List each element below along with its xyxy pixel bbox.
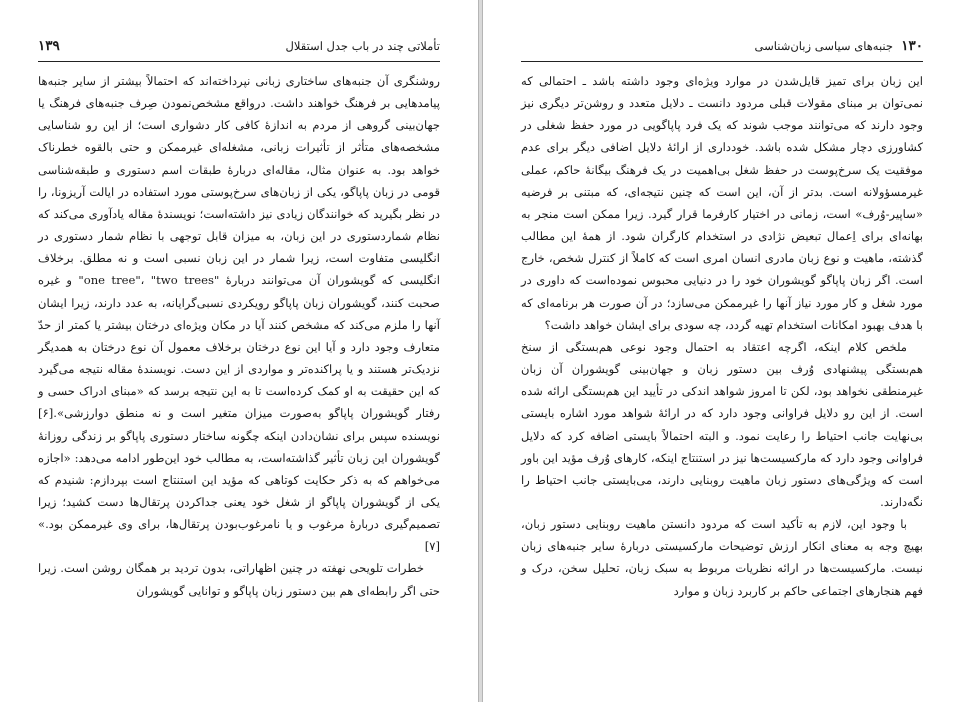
running-title: تأملاتی چند در باب جدل استقلال [285, 39, 440, 53]
left-page-header [38, 38, 440, 58]
header-rule [521, 61, 923, 62]
page-number: ۱۳۹ [38, 38, 60, 54]
paragraph: خطرات تلویحی نهفته در چنین اظهاراتی، بدون تردید بر همگان روشن است. زیرا حتی اگر رابطه‌ای هم بین دستور زبان پاپاگو و توانایی گویشوران [38, 561, 440, 598]
paragraph: این زبان برای تمیز قایل‌شدن در موارد ویژه‌ای وجود داشته باشد ـ احتمالی که نمی‌توان بر مبنای مقولات قبلی مردود دانست ـ دلایل متعدد و روشن‌تر دیگری نیز وجود دارند که می‌توانند موجب شوند که یک فرد پاپاگویی در مورد حفظ شغلی در کشاورزی دچار مشکل شده باشد. خودداری از ارائهٔ دلایل اضافی دیگر برای عدم موفقیت یک سرخ‌پوست در حفظ شغل بی‌اهمیت در یک فرهنگ بیگانهٔ حاکم، عملی غیرمسؤولانه است. بدتر از آن، این است که چنین نتیجه‌ای، که مبتنی بر فرضیه «ساپیر-وُرف» است، زمانی در اختیار کارفرما قرار گیرد. زیرا ممکن است منجر به بهانه‌ای برای اِعمال تبعیض نژادی در استخدام کارگران شود. از همهٔ این مطالب گذشته، ماهیت و نوع زبان مادری انسان امری است که کاملاً از کنترل شخص، خارج است. اگر زبان پاپاگو گویشوران خود را در دنیایی محبوس نموده‌است که داوری در مورد شغل و کار مورد نیاز آنها را غیرممکن می‌سازد؛ در آن صورت هر برنامه‌ای که با هدف بهبود امکانات استخدام تهیه گردد، چه سودی برای ایشان خواهد داشت؟ [521, 74, 923, 332]
right-page [483, 0, 961, 702]
paragraph: با وجود این، لازم به تأکید است که مردود دانستن ماهیت روبنایی دستور زبان، بهیچ وجه به معنای انکار ارزش توضیحات مارکسیستی دربارهٔ سایر جنبه‌های زبان نیست. مارکسیست‌ها در ارائه نظریات مربوط به سبک زبان، تحلیل سخن، درک و فهم هنجارهای اجتماعی حاکم بر کاربرد زبان و موارد [521, 517, 923, 598]
paragraph: ملخص کلام اینکه، اگرچه اعتقاد به احتمال وجود نوعی هم‌بستگی از سنخ هم‌بستگی پیشنهادی وُرف بین دستور زبان و جهان‌بینی گویشوران آن زبان غیرمنطقی نخواهد بود، لکن تا امروز شواهد اندکی در تأیید این هم‌بستگی ارائه شده است. از این رو دلایل فراوانی وجود دارد که در ارائهٔ شواهد مورد اشاره بایستی بی‌نهایت جانب احتیاط را رعایت نمود. و البته احتمالاً بایستی اضافه کرد که دلایل فراوانی وجود دارد که مارکسیست‌ها نیز در استنتاج اینکه، کارهای وُرف مؤید این باور است که ویژگی‌های دستور زبان ماهیت روبنایی دارند، می‌بایستی جانب احتیاط را نگه‌دارند. [521, 339, 923, 509]
header-rule [38, 61, 440, 62]
paragraph: روشنگری آن جنبه‌های ساختاری زبانی نپرداخته‌اند که احتمالاً بیشتر از سایر جنبه‌ها پیامدهایی بر فرهنگ خواهند داشت. درواقع مشخص‌نمودن صِرف جنبه‌های فرهنگ یا جهان‌بینی گروهی از مردم به اندازهٔ کافی کار دشواری است؛ از این رو شناسایی مشخصه‌های متأثر از تأثیرات زبانی، مشغله‌ای غیرممکن و حتی بالقوه خطرناک خواهد بود. به عنوان مثال، مقاله‌ای دربارهٔ طبقات اسم دستوری و طبقه‌شناسی قومی در زبان پاپاگو، یکی از زبان‌های سرخ‌پوستی مورد استفاده در ایالت آریزونا، را در نظر بگیرید که خوانندگان زیادی نیز داشته‌است؛ نویسندهٔ مقاله یادآوری می‌کند که نظام شماردستوری در این زبان، به میزان قابل توجهی با نظام شمار دستوری در انگلیسی متفاوت است، زیرا شمار در این زبان نسبی است و نه مطلق. برخلاف انگلیسی که گویشوران آن می‌توانند دربارهٔ "one tree"، "two trees" و غیره صحبت کنند، گویشوران زبان پاپاگو رویکردی نسبی‌گرایانه، به عدد دارند، زیرا ایشان آنها را ملزم می‌کند که مشخص کنند آیا در مکان ویژه‌ای درختان بیشتر یا کمتر از حدّ متعارف وجود دارد و آیا این نوع درختان برخلاف معمول آن نوع درختان به همدیگر نزدیک‌تر هستند و یا پراکنده‌تر و مواردی از این دست. نویسندهٔ مقاله نتیجه می‌گیرد که این حقیقت به او کمک کرده‌است تا به این نتیجه برسد که «مبنای ادراک حسی و رفتار گویشوران پاپاگو به‌صورت میزان متغیر است و نه منطق دوارزشی».[۶] نویسنده سپس برای نشان‌دادن اینکه چگونه ساختار دستوری پاپاگو بر زندگی روزانهٔ گویشوران این زبان تأثیر گذاشته‌است، به مطالب خود این‌طور ادامه می‌دهد: «اجازه می‌خواهم که به ذکر حکایت کوتاهی که مؤید این استنتاج است بپردازم: شنیدم که یکی از گویشوران پاپاگو از شغل خود یعنی جداکردن پرتقال‌ها دست کشید؛ زیرا تصمیم‌گیری دربارهٔ مرغوب و یا نامرغوب‌بودن پرتقال‌ها، برای وی غیرممکن بود.» [۷] [38, 74, 440, 554]
left-page [0, 0, 478, 702]
left-page-body [38, 70, 440, 602]
page-number: ۱۳۰ [901, 38, 923, 54]
running-title: جنبه‌های سیاسی زبان‌شناسی [754, 39, 893, 53]
right-page-body [521, 70, 923, 602]
right-page-header [521, 38, 923, 58]
